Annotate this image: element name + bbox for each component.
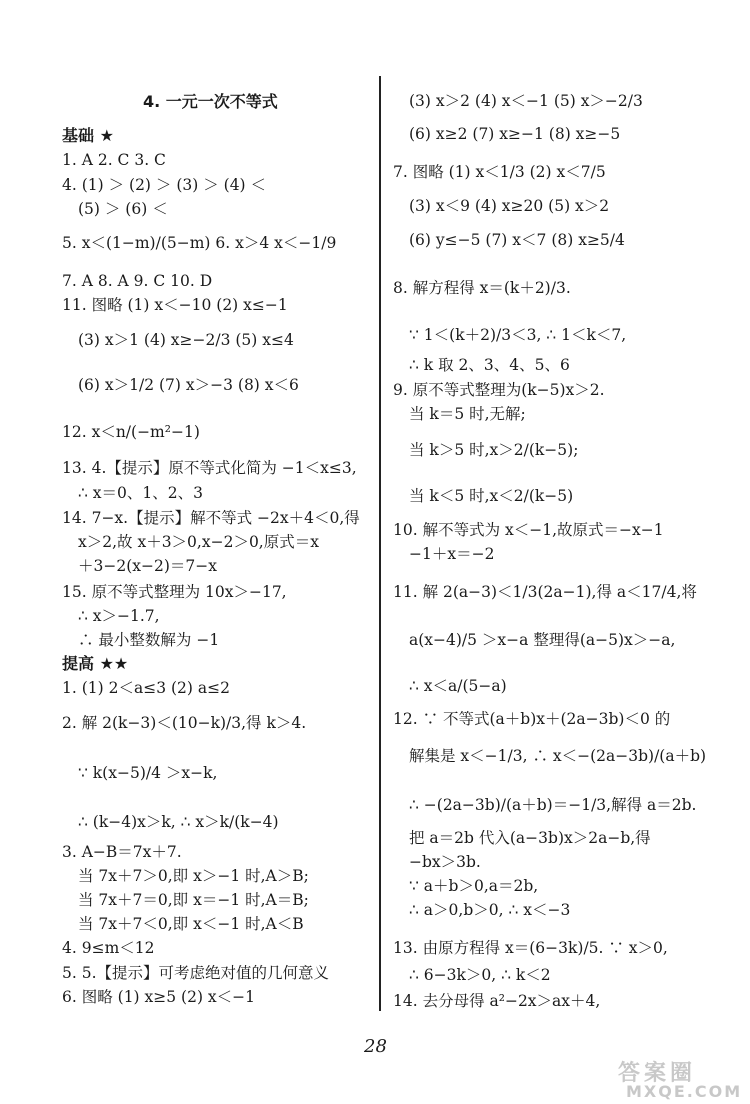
section-heading: 提高 ★★ [62, 654, 129, 673]
answer-line: 11. 图略 (1) x＜−10 (2) x≤−1 [62, 296, 288, 314]
answer-line: 13. 由原方程得 x＝(6−3k)/5. ∵ x＞0, [393, 939, 668, 957]
answer-line: ∵ 1＜(k＋2)/3＜3, ∴ 1＜k＜7, [409, 326, 627, 344]
answer-line: 把 a＝2b 代入(a−3b)x＞2a−b,得 [409, 829, 651, 847]
column-divider [379, 76, 381, 1011]
answer-line: (6) x＞1/2 (7) x＞−3 (8) x＜6 [78, 376, 299, 394]
section-heading: 基础 ★ [62, 126, 114, 145]
answer-line: −1＋x＝−2 [409, 545, 495, 563]
answer-line: 2. 解 2(k−3)＜(10−k)/3,得 k＞4. [62, 714, 307, 732]
answer-line: ∴ x＝0、1、2、3 [78, 484, 203, 502]
answer-line: ∴ x＞−1.7, [78, 607, 160, 625]
answer-line: 7. A 8. A 9. C 10. D [62, 272, 213, 290]
answer-line: 10. 解不等式为 x＜−1,故原式＝−x−1 [393, 521, 664, 539]
section-title: 4. 一元一次不等式 [143, 92, 278, 111]
answer-line: (3) x＞2 (4) x＜−1 (5) x＞−2/3 [409, 92, 643, 110]
answer-line: 9. 原不等式整理为(k−5)x＞2. [393, 381, 605, 399]
answer-line: (5) ＞ (6) ＜ [78, 200, 168, 218]
answer-line: 当 7x＋7＜0,即 x＜−1 时,A＜B [78, 915, 304, 933]
answer-line: (3) x＜9 (4) x≥20 (5) x＞2 [409, 197, 610, 215]
answer-line: ∴ 最小整数解为 −1 [78, 631, 220, 649]
answer-line: 12. x＜n/(−m²−1) [62, 423, 200, 441]
answer-line: 当 k＝5 时,无解; [409, 405, 526, 423]
answer-line: ∵ k(x−5)/4 ＞x−k, [78, 764, 218, 782]
answer-line: 13. 4.【提示】原不等式化简为 −1＜x≤3, [62, 459, 357, 477]
answer-line: ∴ 6−3k＞0, ∴ k＜2 [409, 966, 551, 984]
answer-line: 5. x＜(1−m)/(5−m) 6. x＞4 x＜−1/9 [62, 234, 337, 252]
answer-line: 3. A−B＝7x＋7. [62, 843, 182, 861]
answer-line: ＋3−2(x−2)＝7−x [78, 557, 217, 575]
answer-line: 4. (1) ＞ (2) ＞ (3) ＞ (4) ＜ [62, 176, 267, 194]
answer-line: 1. A 2. C 3. C [62, 151, 166, 169]
answer-line: ∴ a＞0,b＞0, ∴ x＜−3 [409, 901, 571, 919]
answer-line: a(x−4)/5 ＞x−a 整理得(a−5)x＞−a, [409, 631, 676, 649]
answer-line: ∵ a＋b＞0,a＝2b, [409, 877, 539, 895]
page-number: 28 [364, 1036, 387, 1057]
answer-line: ∴ (k−4)x＞k, ∴ x＞k/(k−4) [78, 813, 279, 831]
answer-line: 12. ∵ 不等式(a＋b)x＋(2a−3b)＜0 的 [393, 710, 671, 728]
answer-line: (3) x＞1 (4) x≥−2/3 (5) x≤4 [78, 331, 294, 349]
answer-line: 4. 9≤m＜12 [62, 939, 155, 957]
watermark-logo: 答案圈 MXQE.COM [618, 1061, 743, 1101]
answer-line: 当 7x＋7＝0,即 x＝−1 时,A＝B; [78, 891, 309, 909]
answer-line: 6. 图略 (1) x≥5 (2) x＜−1 [62, 988, 256, 1006]
answer-line: (6) y≤−5 (7) x＜7 (8) x≥5/4 [409, 231, 625, 249]
answer-line: 1. (1) 2＜a≤3 (2) a≤2 [62, 679, 230, 697]
answer-line: 当 7x＋7＞0,即 x＞−1 时,A＞B; [78, 867, 309, 885]
answer-line: x＞2,故 x＋3＞0,x−2＞0,原式＝x [78, 533, 319, 551]
answer-line: 15. 原不等式整理为 10x＞−17, [62, 583, 287, 601]
answer-line: 14. 去分母得 a²−2x＞ax＋4, [393, 992, 601, 1010]
answer-line: 14. 7−x.【提示】解不等式 −2x＋4＜0,得 [62, 509, 360, 527]
answer-line: 7. 图略 (1) x＜1/3 (2) x＜7/5 [393, 163, 606, 181]
answer-line: 当 k＜5 时,x＜2/(k−5) [409, 487, 574, 505]
answer-line: ∴ k 取 2、3、4、5、6 [409, 356, 570, 374]
answer-line: (6) x≥2 (7) x≥−1 (8) x≥−5 [409, 125, 621, 143]
answer-line: ∴ −(2a−3b)/(a＋b)＝−1/3,解得 a＝2b. [409, 796, 697, 814]
answer-line: −bx＞3b. [409, 853, 481, 871]
answer-line: 8. 解方程得 x＝(k＋2)/3. [393, 279, 571, 297]
answer-line: ∴ x＜a/(5−a) [409, 677, 507, 695]
answer-line: 5. 5.【提示】可考虑绝对值的几何意义 [62, 964, 330, 982]
answer-line: 当 k＞5 时,x＞2/(k−5); [409, 441, 579, 459]
answer-line: 11. 解 2(a−3)＜1/3(2a−1),得 a＜17/4,将 [393, 583, 697, 601]
answer-line: 解集是 x＜−1/3, ∴ x＜−(2a−3b)/(a＋b) [409, 747, 707, 765]
